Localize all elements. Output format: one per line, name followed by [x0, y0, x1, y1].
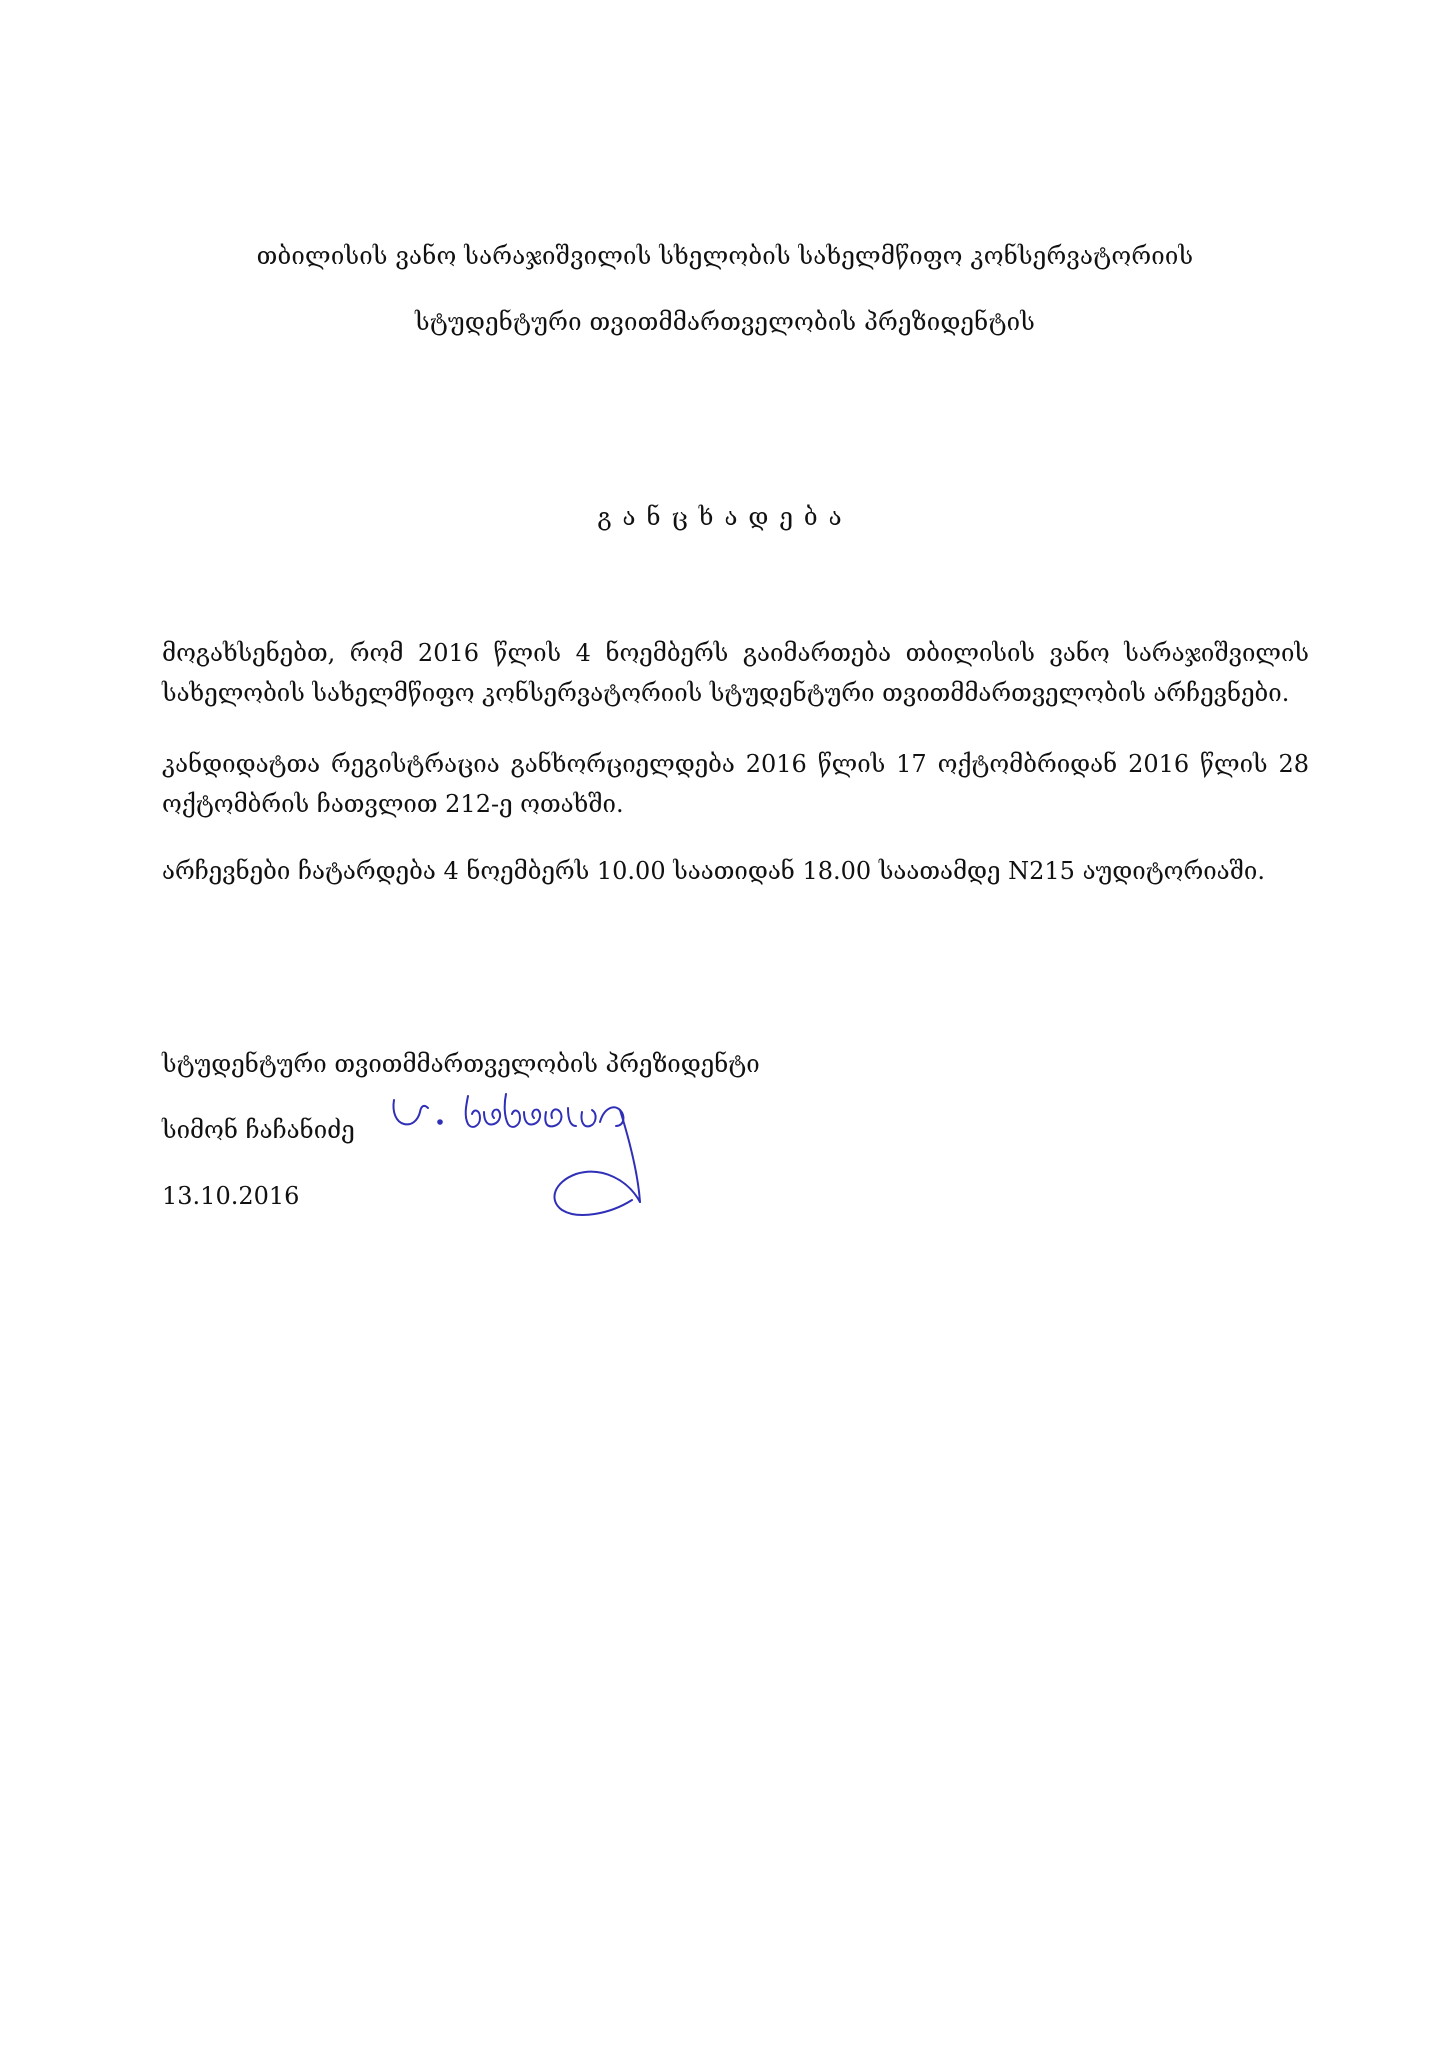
body-paragraph-3: არჩევნები ჩატარდება 4 ნოემბერს 10.00 საათიდან 18.00 საათამდე N215 აუდიტორიაში.: [162, 857, 1265, 885]
body-paragraph-2: კანდიდატთა რეგისტრაცია განხორციელდება 2016 წლის 17 ოქტომბრიდან 2016 წლის 28 ოქტომბრის ჩათვლით 212-ე ოთახში.: [162, 750, 1309, 818]
body-paragraph-1: მოგახსენებთ, რომ 2016 წლის 4 ნოემბერს გაიმართება თბილისის ვანო სარაჯიშვილის სახელობის სახელმწიფო კონსერვატორიის სტუდენტური თვითმმართველობის არჩევნები.: [162, 639, 1309, 707]
signatory-position: სტუდენტური თვითმმართველობის პრეზიდენტი: [162, 1050, 760, 1078]
header-institution-line: თბილისის ვანო სარაჯიშვილის სხელობის სახელმწიფო კონსერვატორიის: [256, 242, 1194, 270]
document-date: 13.10.2016: [162, 1182, 300, 1210]
document-title: განცხადება: [597, 503, 853, 531]
signatory-name: სიმონ ჩაჩანიძე: [162, 1116, 355, 1144]
header-addressee-line: სტუდენტური თვითმმართველობის პრეზიდენტის: [415, 308, 1035, 336]
handwritten-signature: [388, 1082, 708, 1242]
